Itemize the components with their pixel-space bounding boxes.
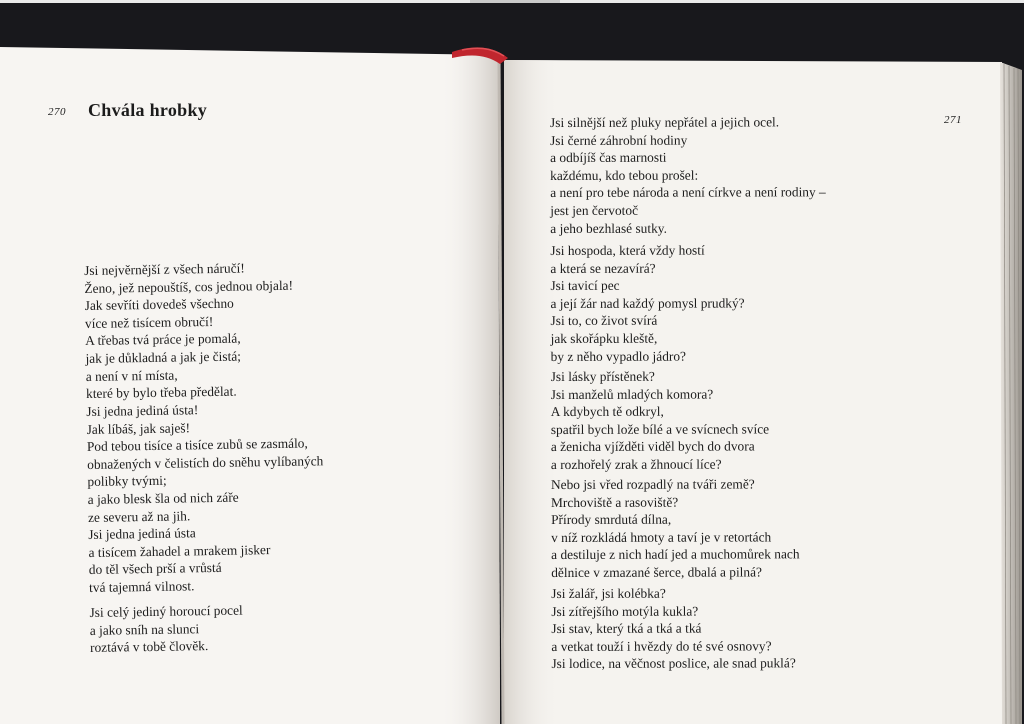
- poem-line: v níž rozkládá hmoty a taví je v retortách: [551, 529, 772, 545]
- poem-line: každému, kdo tebou prošel:: [550, 167, 699, 183]
- poem-line: jak skořápku kleště,: [550, 330, 658, 346]
- poem-line: a jako blesk šla od nich záře: [87, 489, 239, 507]
- poem-line: obnažených v čelistích do sněhu vylíbaných: [87, 453, 324, 472]
- poem-line: Jak sevříti dovedeš všechno: [84, 295, 234, 314]
- stanza: [551, 584, 796, 673]
- chapter-title: Chvála hrobky: [88, 100, 208, 120]
- poem-line: a vetkat touží i hvězdy do té své osnovy?: [551, 638, 772, 654]
- poem-line: Jsi jedna jediná ústa!: [86, 402, 199, 419]
- poem-line: Jsi zítřejšího motýla kukla?: [551, 603, 699, 619]
- poem-line: a není pro tebe národa a není církve a není rodiny –: [550, 184, 826, 201]
- left-poem: [84, 256, 491, 682]
- page-number-left: 270: [48, 106, 66, 118]
- poem-line: a rozhořelý zrak a žhnoucí líce?: [550, 456, 722, 472]
- poem-line: tvá tajemná vilnost.: [88, 578, 195, 595]
- poem-line: Jsi lodice, na věčnost poslice, ale snad puklá?: [551, 655, 796, 672]
- poem-line: do těl všech prší a vrůstá: [88, 560, 222, 578]
- right-poem: [550, 113, 851, 674]
- poem-line: a destiluje z nich hadí jed a muchomůrek nach: [551, 546, 800, 563]
- poem-line: Přírody smrdutá dílna,: [551, 511, 672, 528]
- poem-line: A kdybych tě odkryl,: [550, 403, 664, 420]
- poem-line: roztává v tobě člověk.: [89, 638, 209, 656]
- poem-line: a jako sníh na slunci: [89, 620, 200, 638]
- page-number-right: 271: [944, 114, 962, 126]
- poem-line: a ženicha vjížděti viděl bych do dvora: [550, 438, 755, 455]
- poem-line: a která se nezavírá?: [550, 260, 656, 276]
- poem-line: jak je důkladná a jak je čistá;: [85, 348, 242, 366]
- poem-line: a není v ní místa,: [85, 367, 178, 384]
- poem-line: Jak líbáš, jak saješ!: [86, 419, 191, 437]
- poem-line: Jsi tavicí pec: [550, 278, 620, 294]
- poem-line: by z něho vypadlo jádro?: [550, 348, 687, 364]
- poem-line: spatřil bych lože bílé a ve svícnech svíce: [550, 421, 770, 437]
- poem-line: a její žár nad každý pomysl prudký?: [550, 295, 745, 311]
- stanza: [550, 113, 826, 237]
- poem-line: A třebas tvá práce je pomalá,: [85, 330, 241, 349]
- stanza: [551, 475, 800, 581]
- poem-line: Jsi žalář, jsi kolébka?: [551, 585, 666, 601]
- poem-line: jest jen červotoč: [550, 202, 639, 218]
- poem-line: Ženo, jež nepouštíš, cos jednou objala!: [84, 277, 294, 296]
- poem-line: a odbíjíš čas marnosti: [550, 149, 667, 166]
- poem-line: Jsi celý jediný horoucí pocel: [89, 602, 243, 620]
- poem-line: Jsi jedna jediná ústa: [88, 525, 196, 542]
- poem-line: Jsi manželů mladých komora?: [550, 386, 714, 402]
- stanza: [89, 602, 243, 657]
- poem-line: a jeho bezhlasé sutky.: [550, 220, 667, 236]
- poem-line: Nebo jsi vřed rozpadlý na tváři země?: [550, 476, 755, 492]
- stanza: [550, 241, 744, 365]
- poem-line: Mrchoviště a rasoviště?: [550, 494, 679, 510]
- stanza: [84, 259, 295, 403]
- poem-line: polibky tvými;: [87, 473, 167, 490]
- poem-line: Jsi to, co život svírá: [550, 313, 658, 329]
- stanza: [551, 367, 770, 473]
- poem-line: Jsi silnější než pluky nepřátel a jejich ocel.: [550, 114, 780, 130]
- poem-line: Jsi nejvěrnější z všech náručí!: [84, 260, 245, 278]
- poem-line: Jsi lásky přístěnek?: [550, 368, 655, 384]
- poem-line: dělnice v zmazané šerce, dbalá a pilná?: [551, 564, 763, 580]
- poem-line: ze severu až na jih.: [87, 507, 191, 525]
- poem-line: Pod tebou tisíce a tisíce zubů se zasmálo,: [86, 435, 308, 455]
- poem-line: Jsi hospoda, která vždy hostí: [550, 242, 705, 258]
- stanza: [88, 523, 271, 596]
- poem-line: které by bylo třeba předělat.: [85, 383, 237, 402]
- poem-line: a tisícem žahadel a mrakem jisker: [88, 541, 271, 560]
- poem-line: Jsi stav, který tká a tká a tká: [551, 620, 702, 637]
- stanza: [86, 399, 324, 526]
- poem-line: více než tisícem obručí!: [84, 313, 214, 331]
- poem-line: Jsi černé záhrobní hodiny: [550, 132, 688, 148]
